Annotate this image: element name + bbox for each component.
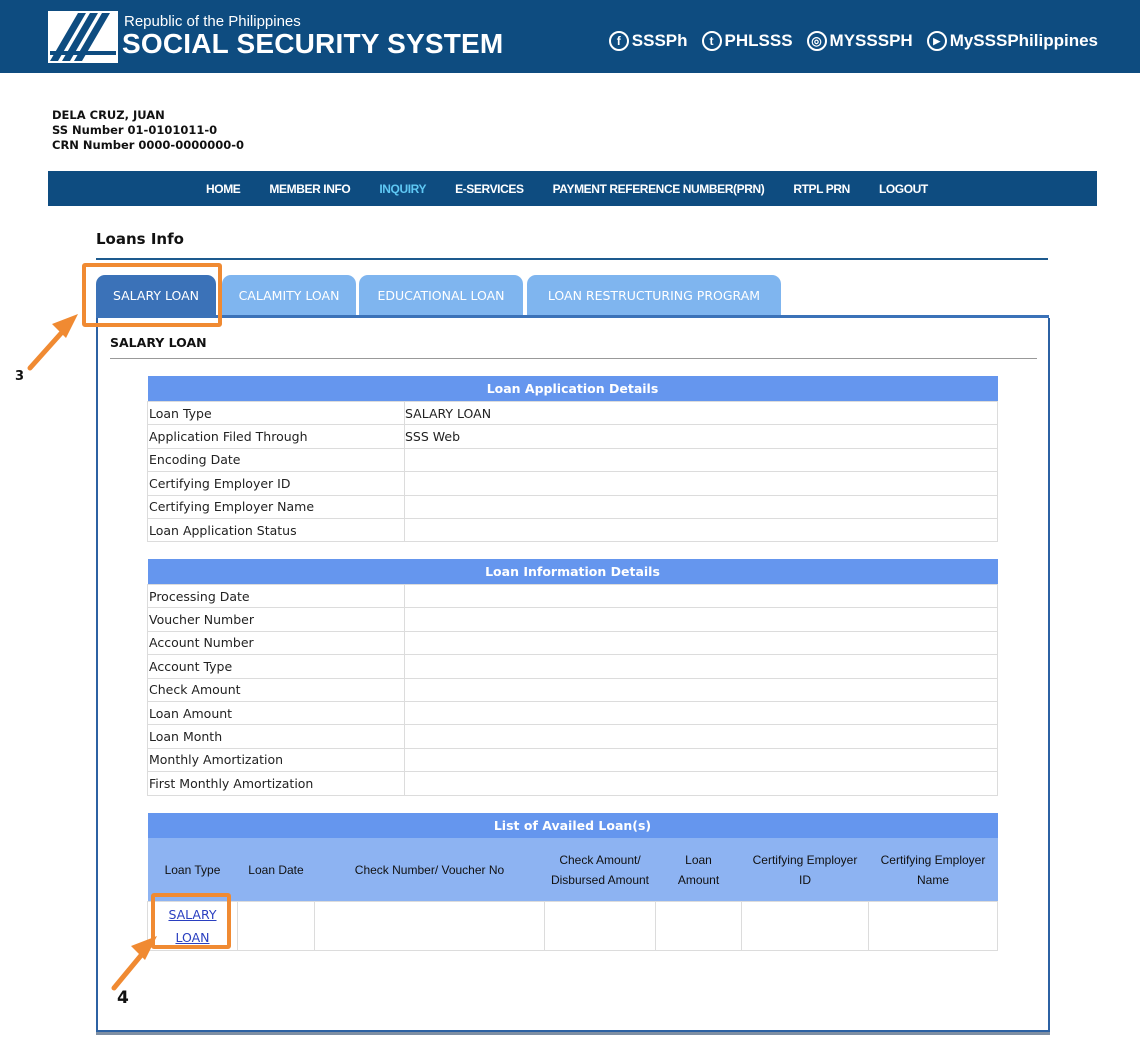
col-employer-id: Certifying Employer ID [742,838,869,902]
social-links [609,31,1098,51]
tab-calamity-loan[interactable]: CALAMITY LOAN [222,275,356,315]
row-value [405,495,998,518]
social-facebook[interactable] [609,31,688,51]
highlight-box-step-4 [151,893,231,949]
table-row [148,748,998,771]
social-label: PHLSSS [724,31,793,50]
salary-loan-link[interactable]: SALARY LOAN [168,907,217,945]
row-label: Loan Month [148,725,405,748]
table-row [148,448,998,471]
row-value: SSS Web [405,425,998,448]
table-title: Loan Application Details [148,376,998,402]
row-value [405,678,998,701]
table-row [148,701,998,724]
crn-number: CRN Number 0000-0000000-0 [52,138,244,152]
table-row [148,725,998,748]
social-label: SSSPh [631,31,688,50]
row-label: Monthly Amortization [148,748,405,771]
page-title: Loans Info [96,230,184,248]
step-3-label: 3 [15,369,25,384]
row-label: Application Filed Through [148,425,405,448]
row-value: SALARY LOAN [405,402,998,425]
col-check-number: Check Number/ Voucher No [315,838,545,902]
table-row [148,425,998,448]
row-value [405,631,998,654]
row-value [405,748,998,771]
ss-number: SS Number 01-0101011-0 [52,123,218,137]
cell-loan-date [238,902,315,951]
table-row [148,585,998,608]
loan-information-details-table [147,559,998,796]
nav-home[interactable]: HOME [206,181,241,196]
nav-e-services[interactable]: E-SERVICES [455,181,524,196]
cell-employer-name [869,902,998,951]
panel-heading: SALARY LOAN [110,335,207,350]
highlight-box-step-3 [82,263,222,327]
main-nav [48,171,1097,206]
row-label: Certifying Employer Name [148,495,405,518]
arrow-step-4-icon [0,0,1,1]
table-row [148,655,998,678]
row-value [405,725,998,748]
nav-rtpl-prn[interactable]: RTPL PRN [793,181,850,196]
availed-loans-table [147,813,998,951]
social-label: MYSSSPH [829,31,913,50]
facebook-icon: f [609,31,629,51]
row-value [405,472,998,495]
cell-loan-amount [656,902,742,951]
tab-educational-loan[interactable]: EDUCATIONAL LOAN [359,275,523,315]
table-title: List of Availed Loan(s) [148,813,998,838]
row-label: Voucher Number [148,608,405,631]
row-label: Loan Application Status [148,518,405,541]
member-info [52,108,244,153]
row-value [405,448,998,471]
row-label: First Monthly Amortization [148,772,405,795]
table-row [148,631,998,654]
step-4-label: 4 [117,988,129,1008]
row-label: Account Number [148,631,405,654]
row-label: Check Amount [148,678,405,701]
row-value [405,655,998,678]
col-employer-name: Certifying Employer Name [869,838,998,902]
panel-divider [110,358,1037,359]
row-label: Encoding Date [148,448,405,471]
row-value [405,772,998,795]
loan-application-details-table [147,376,998,542]
row-label: Loan Type [148,402,405,425]
org-subtitle: Republic of the Philippines [124,13,301,30]
table-title: Loan Information Details [148,559,998,585]
tab-salary-loan[interactable]: SALARY LOAN [96,275,216,315]
row-value [405,518,998,541]
nav-inquiry[interactable]: INQUIRY [379,181,427,196]
row-label: Account Type [148,655,405,678]
col-loan-type: Loan Type [148,838,238,902]
col-loan-date: Loan Date [238,838,315,902]
table-row [148,402,998,425]
row-value [405,585,998,608]
cell-employer-id [742,902,869,951]
row-label: Processing Date [148,585,405,608]
sss-logo-icon[interactable] [48,11,118,63]
youtube-icon: ▶ [927,31,947,51]
table-row [148,495,998,518]
table-row [148,772,998,795]
table-row [148,902,998,951]
social-label: MySSSPhilippines [949,31,1098,50]
social-twitter[interactable] [702,31,793,51]
row-value [405,608,998,631]
org-title: SOCIAL SECURITY SYSTEM [122,28,504,59]
col-check-amount: Check Amount/ Disbursed Amount [545,838,656,902]
nav-prn[interactable]: PAYMENT REFERENCE NUMBER(PRN) [552,181,765,196]
title-divider [96,258,1048,260]
social-instagram[interactable] [807,31,913,51]
row-label: Loan Amount [148,701,405,724]
instagram-icon: ◎ [807,31,827,51]
table-row [148,518,998,541]
row-label: Certifying Employer ID [148,472,405,495]
twitter-icon: t [702,31,722,51]
table-row [148,678,998,701]
nav-member-info[interactable]: MEMBER INFO [269,181,351,196]
cell-check-number [315,902,545,951]
tab-loan-restructuring[interactable]: LOAN RESTRUCTURING PROGRAM [527,275,781,315]
table-row [148,472,998,495]
member-name: DELA CRUZ, JUAN [52,108,165,122]
social-youtube[interactable] [927,31,1098,51]
row-value [405,701,998,724]
nav-logout[interactable]: LOGOUT [878,181,928,196]
cell-check-amount [545,902,656,951]
col-loan-amount: Loan Amount [656,838,742,902]
table-row [148,608,998,631]
header-bar [0,0,1140,73]
